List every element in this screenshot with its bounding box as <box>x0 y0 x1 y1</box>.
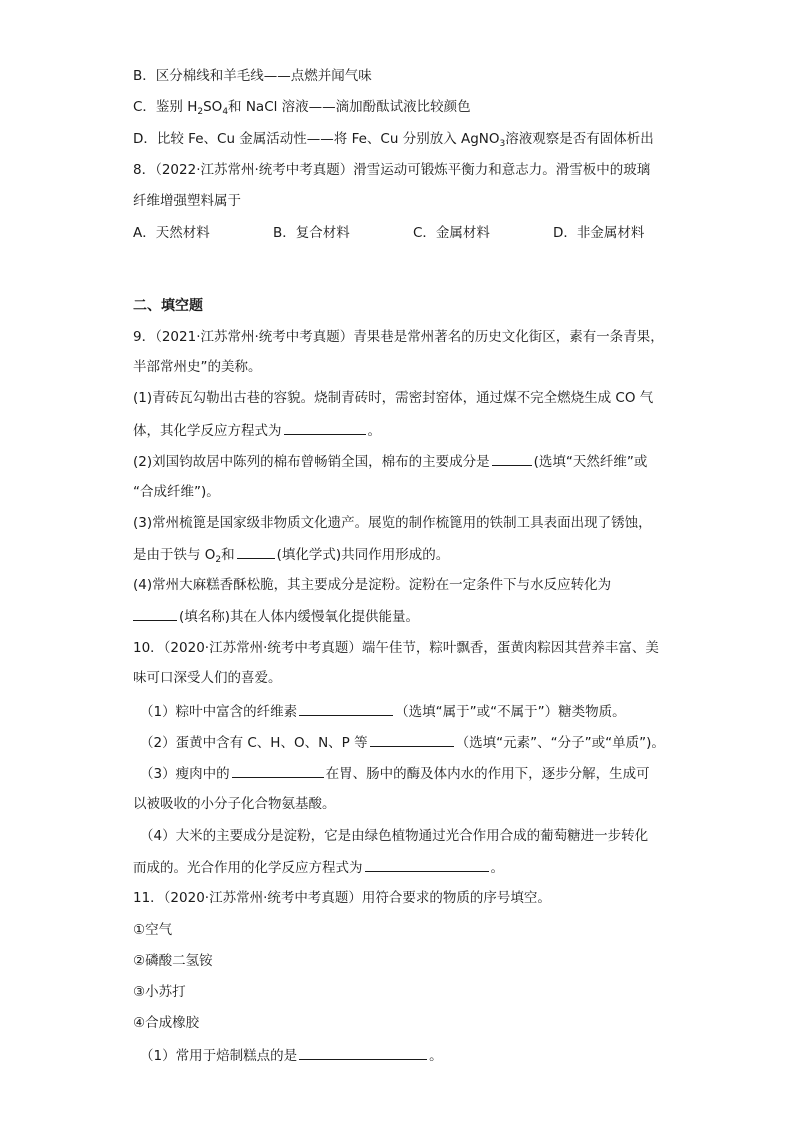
q8-choice-c: C．金属材料 <box>413 225 490 241</box>
q9-part3-line2: 是由于铁与 $O_2$和 (填化学式)共同作用形成的。 <box>133 544 449 565</box>
q7-option-b: B．区分棉线和羊毛线——点燃并闻气味 <box>133 68 372 84</box>
q8-choice-d: D．非金属材料 <box>553 225 645 241</box>
q9-part2-line2: “合成纤维”)。 <box>133 484 220 500</box>
q10-stem-line2: 味可口深受人们的喜爱。 <box>133 670 282 686</box>
answer-blank[interactable] <box>133 606 177 621</box>
q9-part1-line1: (1)青砖瓦勾勒出古巷的容貌。烧制青砖时，需密封窑体，通过煤不完全燃烧生成 CO 气 <box>133 390 654 406</box>
answer-blank[interactable] <box>237 544 275 559</box>
q9-stem-line1: 9．（2021·江苏常州·统考中考真题）青果巷是常州著名的历史文化街区，素有一条青果， <box>133 329 664 345</box>
q11-item-3: ③小苏打 <box>133 984 186 1000</box>
answer-blank[interactable] <box>232 763 324 778</box>
q9-part3-line1: (3)常州梳篦是国家级非物质文化遗产。展览的制作梳篦用的铁制工具表面出现了锈蚀， <box>133 515 652 531</box>
q8-choices <box>133 223 693 243</box>
answer-blank[interactable] <box>284 420 366 435</box>
q10-part2: （2）蛋黄中含有 C、H、O、N、P 等 （选填“元素”、“分子”或“单质”)。 <box>140 732 665 753</box>
q8-stem-line2: 纤维增强塑料属于 <box>133 193 241 209</box>
q9-part4-line1: (4)常州大麻糕香酥松脆，其主要成分是淀粉。淀粉在一定条件下与水反应转化为 <box>133 577 612 593</box>
q10-part3: （3）瘦肉中的 在胃、肠中的酶及体内水的作用下，逐步分解，生成可 <box>140 763 650 784</box>
q8-choice-a: A．天然材料 <box>133 225 210 241</box>
q11-item-2: ②磷酸二氢铵 <box>133 953 213 969</box>
q11-item-1: ①空气 <box>133 922 173 938</box>
q9-part2-line1: (2)刘国钧故居中陈列的棉布曾畅销全国，棉布的主要成分是 (选填“天然纤维”或 <box>133 451 647 472</box>
q7-option-c: C．鉴别 $H_2SO_4$和 NaCl 溶液——滴加酚酞试液比较颜色 <box>133 99 471 117</box>
q10-part1: （1）粽叶中富含的纤维素 （选填“属于”或“不属于”）糖类物质。 <box>140 701 626 722</box>
q8-choice-b: B．复合材料 <box>273 225 350 241</box>
q11-part1: （1）常用于焙制糕点的是 。 <box>140 1045 443 1066</box>
answer-blank[interactable] <box>299 1045 427 1060</box>
q10-part4-line2: 而成的。光合作用的化学反应方程式为 。 <box>133 857 504 878</box>
answer-blank[interactable] <box>365 857 489 872</box>
q10-part4-line1: （4）大米的主要成分是淀粉，它是由绿色植物通过光合作用合成的葡萄糖进一步转化 <box>140 828 649 844</box>
q11-stem: 11．（2020·江苏常州·统考中考真题）用符合要求的物质的序号填空。 <box>133 890 551 906</box>
q11-item-4: ④合成橡胶 <box>133 1015 200 1031</box>
q9-part4-line2: (填名称)其在人体内缓慢氧化提供能量。 <box>133 606 419 627</box>
q10-stem-line1: 10．（2020·江苏常州·统考中考真题）端午佳节，粽叶飘香，蛋黄肉粽因其营养丰富、美 <box>133 640 659 656</box>
answer-blank[interactable] <box>299 701 393 716</box>
q7-option-d: D．比较 Fe、Cu 金属活动性——将 Fe、Cu 分别放入 AgNO$_3$溶液观察是否有固体析出 <box>133 131 654 149</box>
q9-stem-line2: 半部常州史”的美称。 <box>133 359 262 375</box>
q8-stem-line1: 8．（2022·江苏常州·统考中考真题）滑雪运动可锻炼平衡力和意志力。滑雪板中的玻璃 <box>133 162 651 178</box>
q9-part1-line2: 体，其化学反应方程式为 。 <box>133 420 381 441</box>
answer-blank[interactable] <box>492 451 532 466</box>
q10-part3-line2: 以被吸收的小分子化合物氨基酸。 <box>133 796 336 812</box>
answer-blank[interactable] <box>370 732 454 747</box>
section-heading: 二、填空题 <box>133 298 203 314</box>
